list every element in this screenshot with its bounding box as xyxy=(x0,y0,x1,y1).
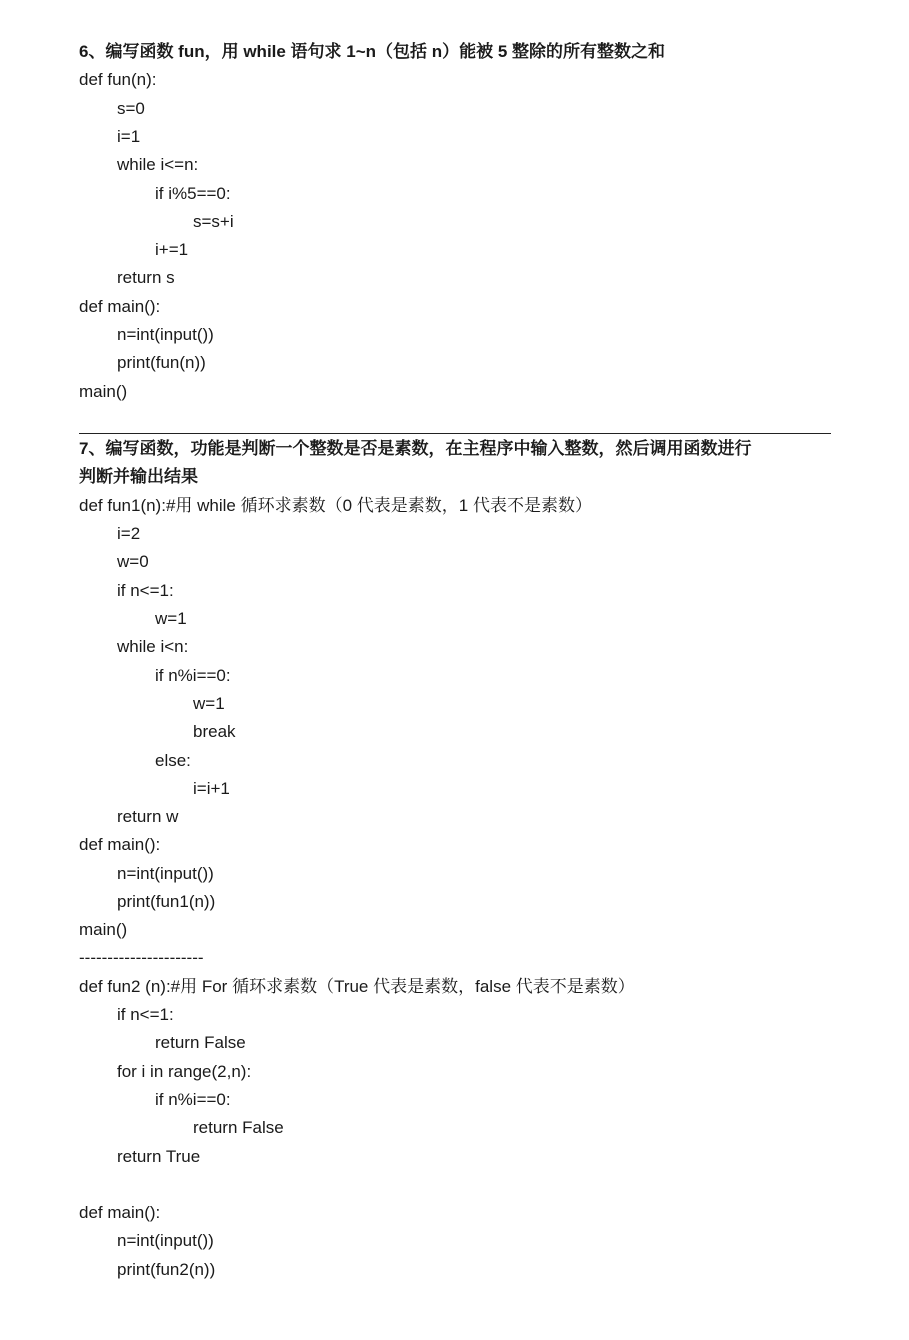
code-line: if n<=1: xyxy=(117,1005,174,1024)
code-line: while i<n: xyxy=(117,637,189,656)
code-line: print(fun1(n)) xyxy=(117,892,216,911)
code-line: def main(): xyxy=(79,835,161,854)
q7-heading-line2: 判断并输出结果 xyxy=(79,467,198,486)
code-line: return False xyxy=(155,1033,246,1052)
code-line: w=1 xyxy=(155,609,187,628)
code-line: s=0 xyxy=(117,99,145,118)
code-line: n=int(input()) xyxy=(117,1231,214,1250)
code-line: def main(): xyxy=(79,1203,161,1222)
code-line: main() xyxy=(79,382,128,401)
code-line: return False xyxy=(193,1118,284,1137)
q6-heading: 6、编写函数 fun，用 while 语句求 1~n（包括 n）能被 5 整除的所有整数之和 xyxy=(79,42,666,61)
code-line: else: xyxy=(155,751,191,770)
code-line: def main(): xyxy=(79,297,161,316)
code-line: for i in range(2,n): xyxy=(117,1062,252,1081)
code-line: n=int(input()) xyxy=(117,864,214,883)
code-line: print(fun2(n)) xyxy=(117,1260,216,1279)
code-line: def fun1(n):#用 while 循环求素数（0 代表是素数，1 代表不是素数） xyxy=(79,496,592,515)
section-divider xyxy=(79,433,831,434)
code-line: w=1 xyxy=(193,694,225,713)
code-line: if i%5==0: xyxy=(155,184,231,203)
code-line: i+=1 xyxy=(155,240,189,259)
code-line: return True xyxy=(117,1147,201,1166)
code-line: i=i+1 xyxy=(193,779,230,798)
code-line: main() xyxy=(79,920,128,939)
dashed-separator: ---------------------- xyxy=(79,948,204,967)
code-line: if n<=1: xyxy=(117,581,174,600)
code-line: s=s+i xyxy=(193,212,234,231)
code-line: break xyxy=(193,722,236,741)
code-line: if n%i==0: xyxy=(155,666,231,685)
code-line: i=1 xyxy=(117,127,141,146)
code-line: def fun2 (n):#用 For 循环求素数（True 代表是素数，false 代表不是素数） xyxy=(79,977,635,996)
code-line: while i<=n: xyxy=(117,155,199,174)
code-line: return w xyxy=(117,807,179,826)
code-line: i=2 xyxy=(117,524,141,543)
code-line: def fun(n): xyxy=(79,70,157,89)
code-line: return s xyxy=(117,268,175,287)
code-line: if n%i==0: xyxy=(155,1090,231,1109)
q7-heading-line1: 7、编写函数，功能是判断一个整数是否是素数，在主程序中输入整数，然后调用函数进行 xyxy=(79,439,752,458)
code-line: print(fun(n)) xyxy=(117,353,206,372)
code-line: n=int(input()) xyxy=(117,325,214,344)
code-line: w=0 xyxy=(117,552,149,571)
